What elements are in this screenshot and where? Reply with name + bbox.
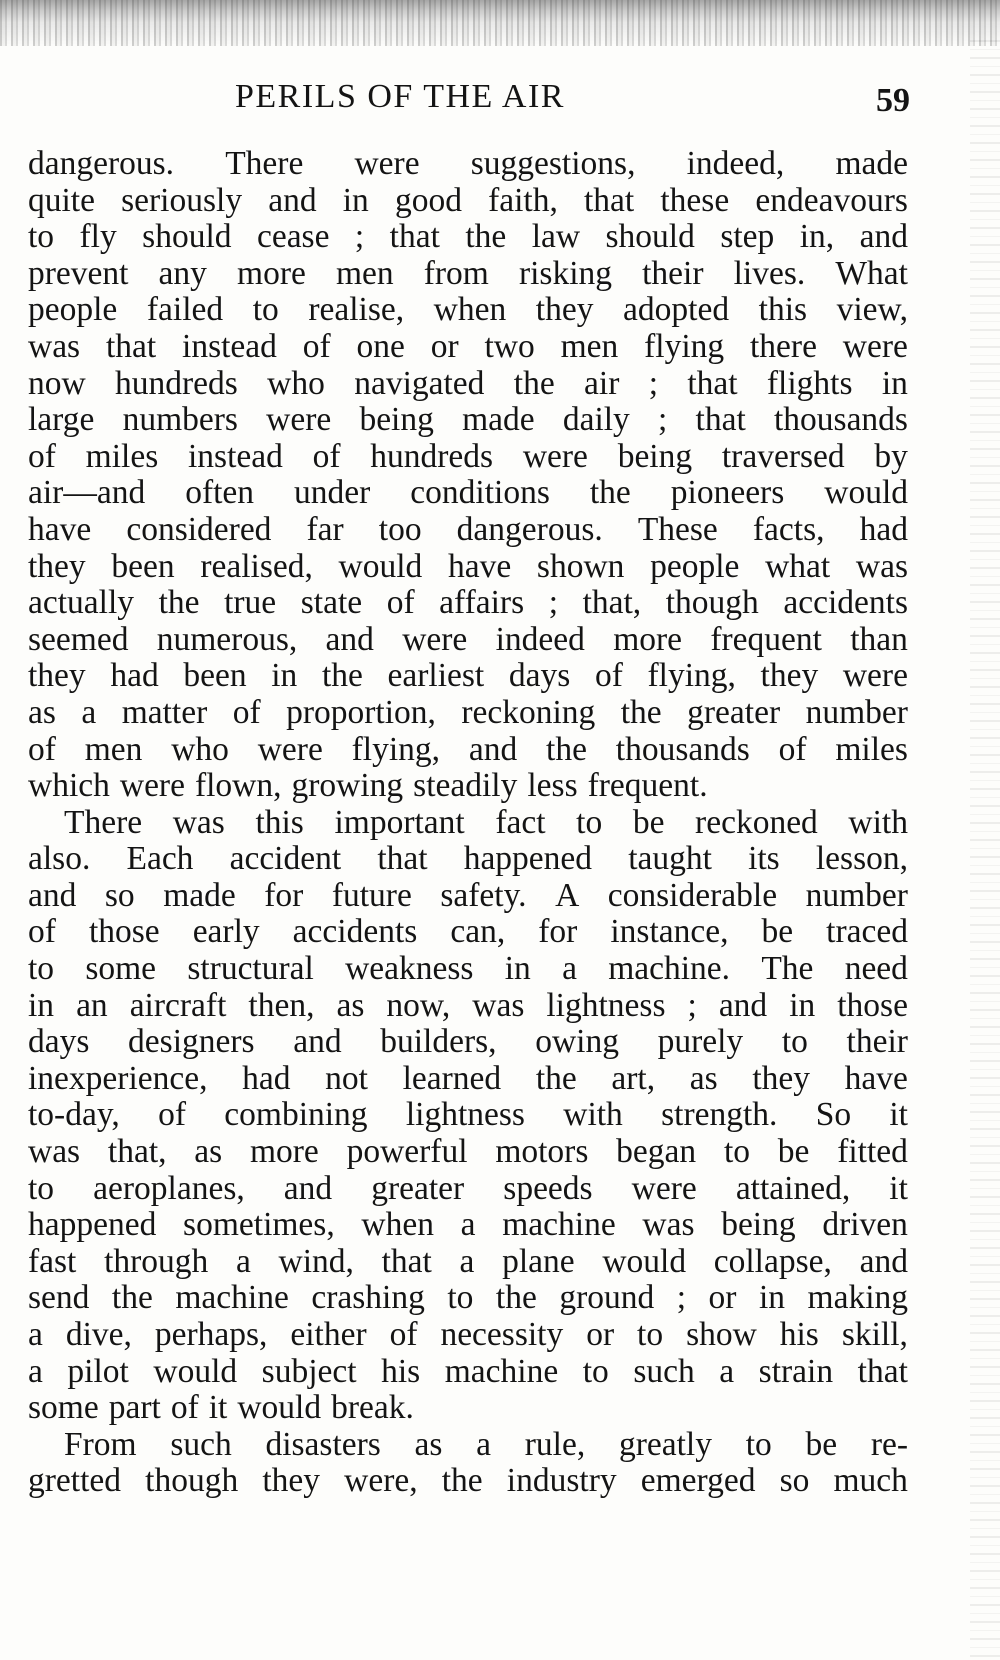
- scan-edge-noise: [970, 40, 1000, 1660]
- text-line: now hundreds who navigated the air ; that flights in: [28, 364, 908, 402]
- text-line: air—and often under conditions the pioneers would: [28, 474, 908, 512]
- text-line: a dive, perhaps, either of necessity or to show his skill,: [28, 1316, 908, 1353]
- running-header: [30, 78, 910, 128]
- text-line: of those early accidents can, for instance, be traced: [28, 913, 908, 951]
- text-line: and so made for future safety. A considerable number: [28, 876, 908, 914]
- text-line: seemed numerous, and were indeed more frequent than: [28, 620, 908, 658]
- text-line: to fly should cease ; that the law should step in, and: [28, 218, 908, 256]
- text-line: days designers and builders, owing purely to their: [28, 1023, 908, 1061]
- text-line: a pilot would subject his machine to such a strain that: [28, 1352, 908, 1390]
- text-line: There was this important fact to be reckoned with: [64, 803, 908, 841]
- text-line: they been realised, would have shown people what was: [28, 547, 908, 585]
- running-title: PERILS OF THE AIR: [235, 78, 565, 115]
- text-line: to aeroplanes, and greater speeds were attained, it: [28, 1169, 908, 1207]
- text-line: in an aircraft then, as now, was lightness ; and in those: [28, 986, 908, 1024]
- text-line: they had been in the earliest days of flying, they were: [28, 657, 908, 695]
- text-line: quite seriously and in good faith, that these endeavours: [28, 181, 908, 219]
- scan-edge-shadow: [0, 0, 1000, 46]
- text-line: which were flown, growing steadily less frequent.: [28, 767, 708, 805]
- text-line: some part of it would break.: [28, 1389, 414, 1427]
- text-line: people failed to realise, when they adopted this view,: [28, 291, 908, 329]
- text-line: as a matter of proportion, reckoning the greater number: [28, 693, 908, 731]
- text-line: large numbers were being made daily ; that thousands: [28, 401, 908, 439]
- text-line: to some structural weakness in a machine. The need: [28, 950, 908, 988]
- text-line: actually the true state of affairs ; that, though accidents: [28, 584, 908, 622]
- page-number: 59: [876, 82, 910, 119]
- text-line: send the machine crashing to the ground ; or in making: [28, 1279, 908, 1317]
- text-line: From such disasters as a rule, greatly to be re-: [64, 1425, 908, 1463]
- paragraph: [28, 1427, 908, 1500]
- text-line: was that instead of one or two men flying there were: [28, 327, 908, 365]
- text-line: gretted though they were, the industry emerged so much: [28, 1462, 908, 1500]
- text-line: happened sometimes, when a machine was being driven: [28, 1206, 908, 1244]
- text-line: of men who were flying, and the thousands of miles: [28, 730, 908, 768]
- paragraph: [28, 146, 908, 805]
- text-line: also. Each accident that happened taught its lesson,: [28, 840, 908, 878]
- text-line: of miles instead of hundreds were being traversed by: [28, 437, 908, 475]
- text-line: have considered far too dangerous. These facts, had: [28, 510, 908, 548]
- body-text: [28, 146, 908, 1500]
- text-line: prevent any more men from risking their lives. What: [28, 254, 908, 292]
- text-line: dangerous. There were suggestions, indeed, made: [28, 145, 908, 182]
- text-line: fast through a wind, that a plane would collapse, and: [28, 1242, 908, 1280]
- paragraph: [28, 805, 908, 1427]
- text-line: to-day, of combining lightness with strength. So it: [28, 1096, 908, 1134]
- text-line: inexperience, had not learned the art, as they have: [28, 1059, 908, 1097]
- text-line: was that, as more powerful motors began to be fitted: [28, 1133, 908, 1171]
